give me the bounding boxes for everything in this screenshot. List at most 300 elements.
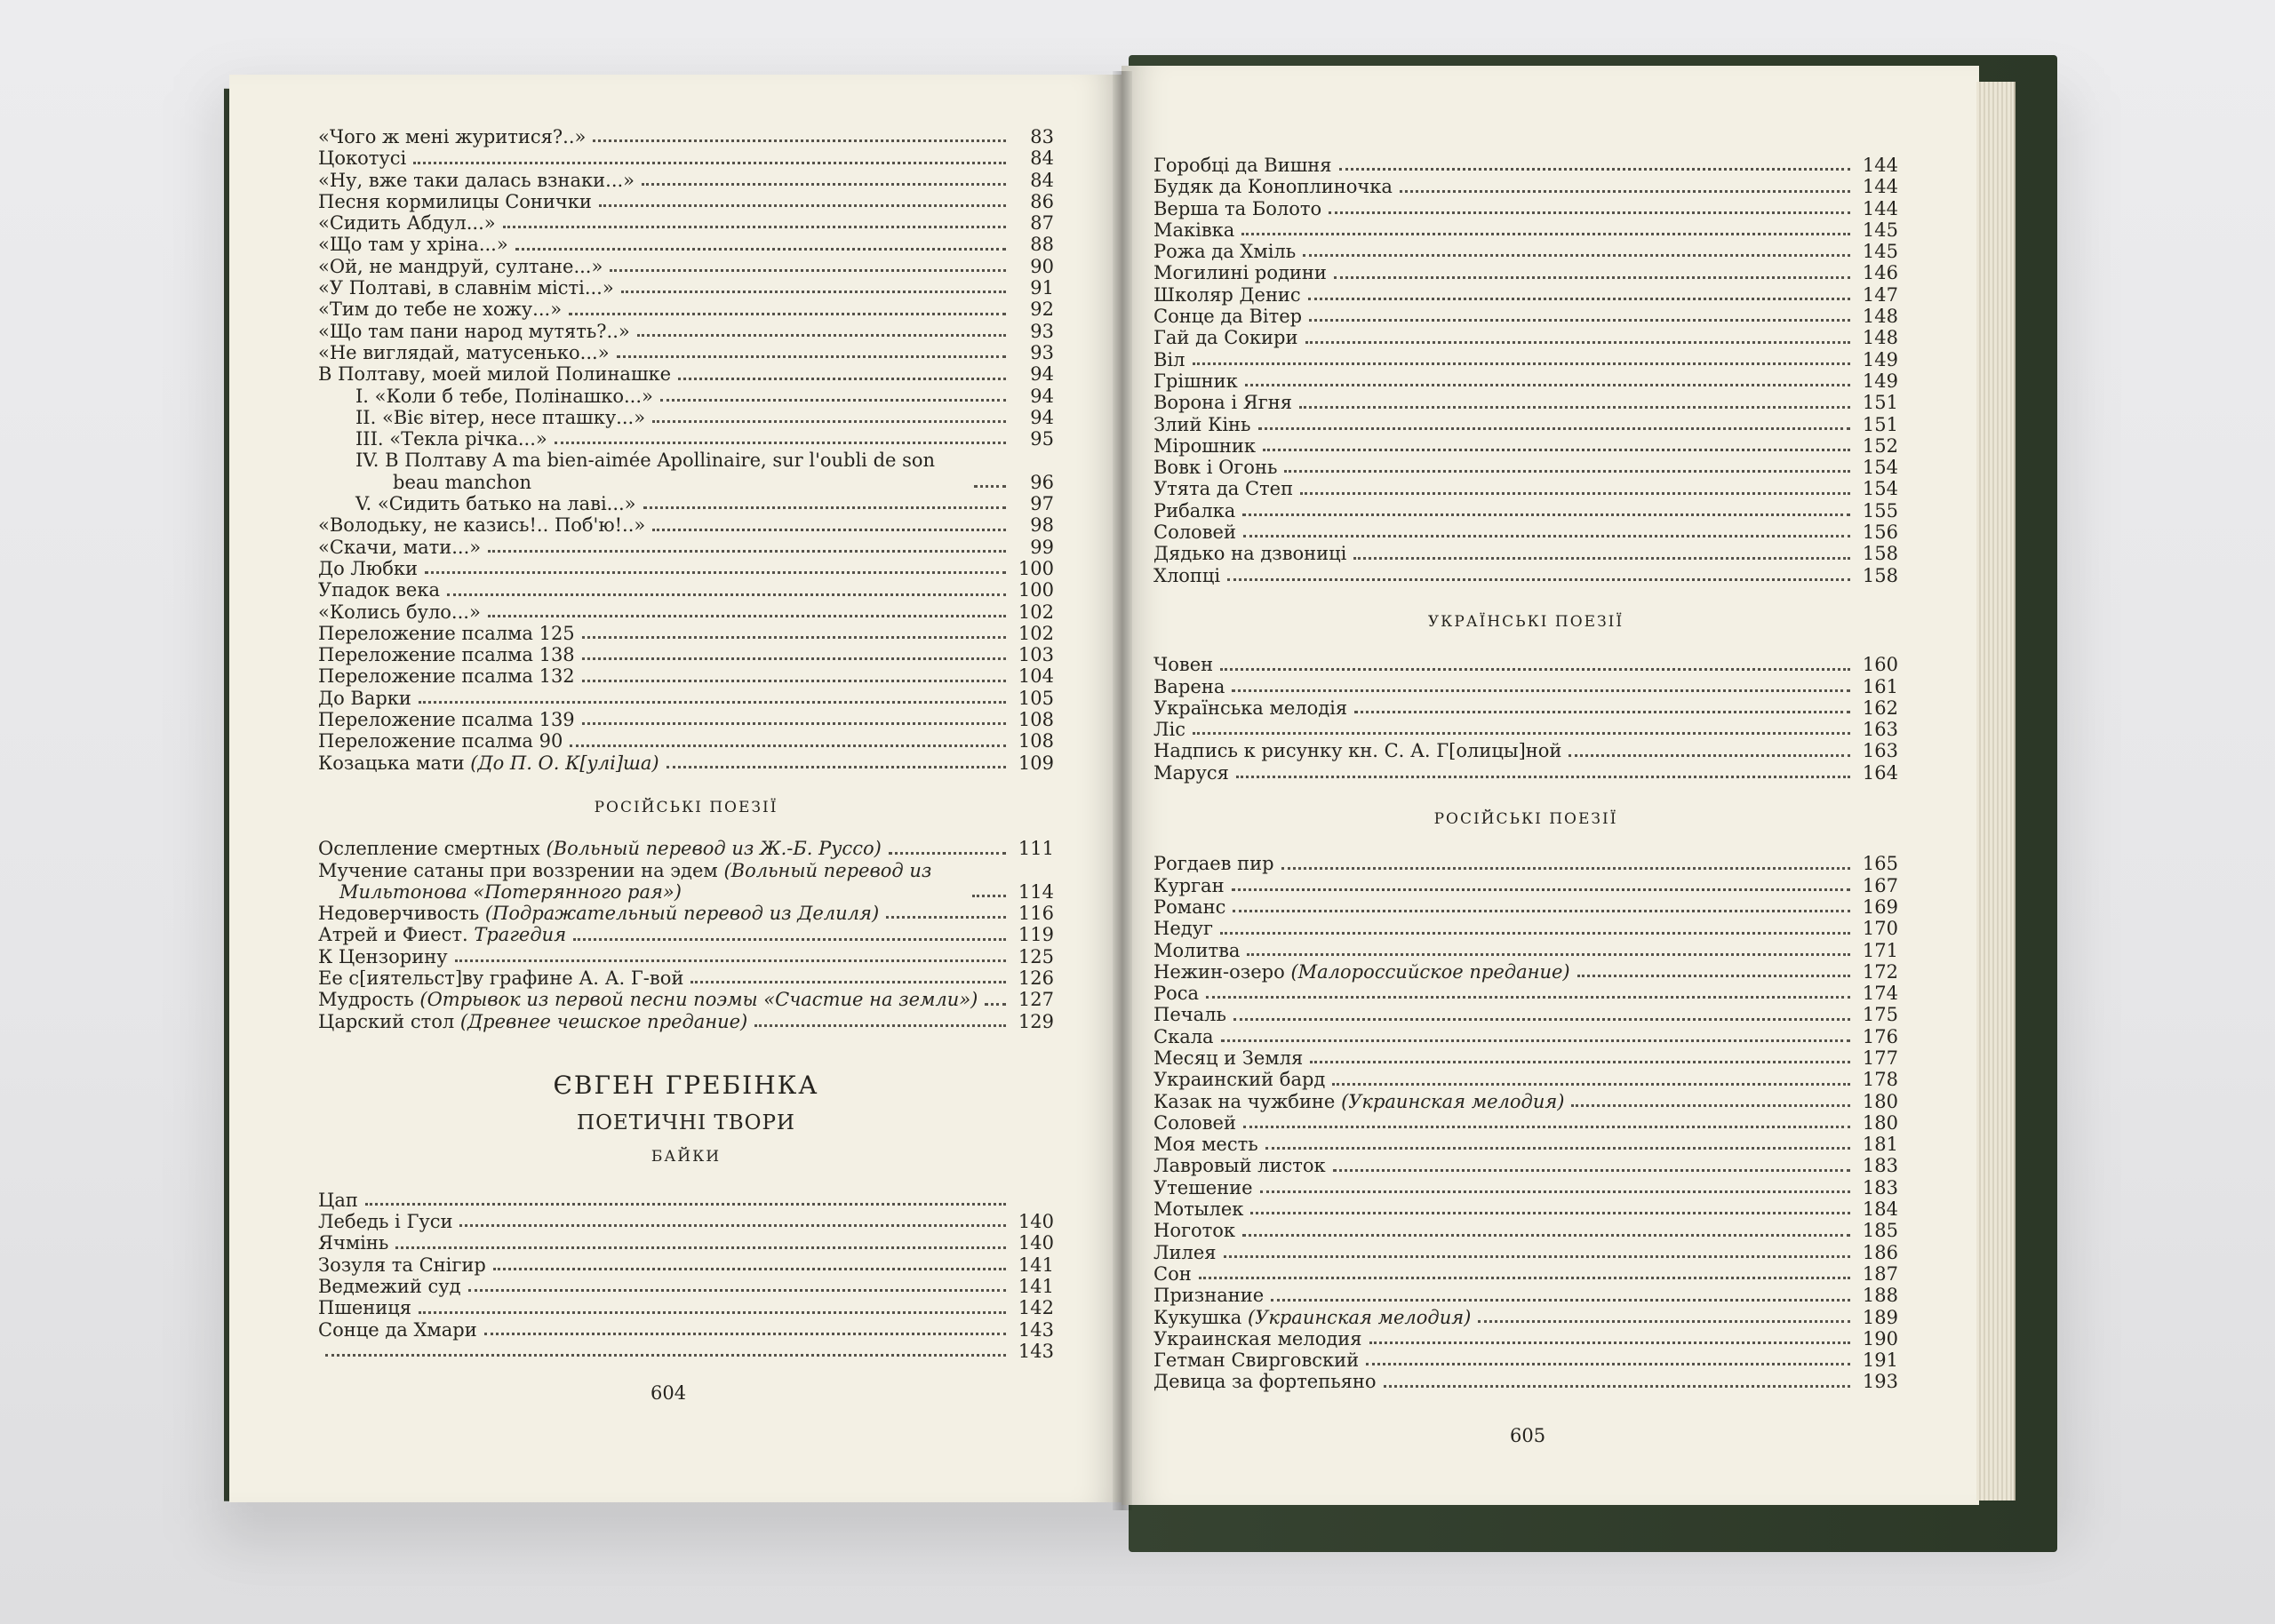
toc-entry-title-text: Песня кормилицы Сонички — [318, 190, 592, 212]
toc-leader-dots — [365, 1203, 1006, 1206]
toc-entry-title — [318, 665, 575, 687]
toc-entry-title — [318, 644, 575, 665]
toc-entry-title-text: Варена — [1153, 675, 1225, 697]
toc-entry — [1153, 740, 1898, 761]
toc-entry-page: 114 — [1018, 880, 1054, 903]
toc-entry — [1153, 940, 1898, 961]
toc-entry — [1153, 697, 1898, 719]
toc-entry-title — [318, 537, 481, 558]
toc-entry-note: (Древнее чешское предание) — [459, 1010, 748, 1032]
toc-entry-page: 158 — [1862, 564, 1898, 586]
toc-entry-title-text: III. «Текла річка...» — [355, 428, 547, 450]
left-toc — [318, 126, 1054, 1362]
toc-leader-dots — [754, 1024, 1006, 1027]
toc-entry — [318, 644, 1054, 665]
toc-leader-dots — [419, 1311, 1006, 1314]
toc-entry-page: 170 — [1862, 918, 1898, 940]
toc-entry-title-text: «Тим до тебе не хожу...» — [318, 299, 563, 321]
toc-entry-page: 181 — [1862, 1134, 1898, 1156]
toc-entry-title-text: Верша та Болото — [1153, 197, 1322, 219]
page-number-right: 605 — [1510, 1425, 1546, 1446]
toc-entry — [318, 989, 1054, 1010]
toc-entry — [318, 1276, 1054, 1297]
toc-entry — [1153, 1263, 1898, 1285]
toc-entry — [318, 147, 1054, 169]
toc-entry-title — [1153, 853, 1274, 874]
toc-entry-page: 94 — [1030, 363, 1054, 386]
toc-entry-page: 97 — [1030, 493, 1054, 515]
toc-entry-title — [1153, 896, 1225, 918]
toc-leader-dots — [1260, 1190, 1850, 1193]
toc-leader-dots — [652, 420, 1006, 423]
toc-entry — [1153, 1177, 1898, 1198]
toc-entry-title-text: Злий Кінь — [1153, 413, 1251, 435]
toc-entry-title-text: Школяр Денис — [1153, 283, 1301, 306]
toc-entry-title-text: В Полтаву, моей милой Полинашке — [318, 363, 672, 386]
toc-entry-note: (До П. О. К[улі]ша) — [470, 752, 659, 774]
toc-entry — [1153, 918, 1898, 939]
toc-leader-dots — [1220, 932, 1850, 935]
toc-entry-title-text: Казак на чужбине — [1153, 1090, 1336, 1112]
toc-entry — [318, 838, 1054, 859]
toc-entry — [1153, 543, 1898, 564]
page-edges — [1976, 82, 2016, 1501]
toc-entry — [318, 1297, 1054, 1318]
section-heading-russian-poems: РОСІЙСЬКІ ПОЕЗІЇ — [594, 798, 778, 816]
toc-leader-dots — [1271, 1299, 1850, 1302]
toc-entry-title-text: Царский стол — [318, 1010, 455, 1032]
toc-entry — [318, 558, 1054, 579]
toc-leader-dots — [484, 1333, 1006, 1335]
toc-entry-title-text: Лавровый листок — [1153, 1155, 1326, 1177]
toc-entry-page: 169 — [1862, 896, 1898, 918]
toc-entry-title-text: Ячмінь — [318, 1232, 389, 1254]
toc-entry-title — [318, 946, 448, 967]
toc-entry-title — [318, 147, 406, 169]
toc-entry-page: 144 — [1862, 197, 1898, 219]
toc-leader-dots — [1227, 578, 1850, 581]
toc-leader-dots — [610, 269, 1006, 272]
toc-leader-dots — [1299, 406, 1850, 409]
toc-entry-note: (Украинская мелодия) — [1341, 1090, 1565, 1112]
toc-entry-title — [318, 709, 575, 730]
toc-entry-title-text: Сонце да Вітер — [1153, 306, 1303, 328]
toc-entry-title-text: Ослепление смертных — [318, 838, 540, 860]
toc-entry — [1153, 500, 1898, 521]
toc-leader-dots — [1334, 276, 1850, 279]
toc-entry-title-text: Сон — [1153, 1262, 1192, 1285]
toc-entry-page: 84 — [1030, 169, 1054, 191]
toc-entry-title — [318, 126, 586, 147]
toc-entry-title — [1153, 241, 1296, 262]
toc-entry-page: 156 — [1862, 521, 1898, 544]
toc-leader-dots — [468, 1289, 1006, 1292]
toc-leader-dots — [1303, 254, 1850, 257]
toc-entry-note: Трагедия — [474, 924, 567, 946]
toc-entry-title-text: Соловей — [1153, 521, 1236, 544]
toc-entry — [318, 299, 1054, 320]
toc-entry-page: 140 — [1018, 1232, 1054, 1254]
toc-entry — [1153, 521, 1898, 543]
toc-leader-dots — [889, 852, 1006, 855]
toc-leader-dots — [515, 248, 1006, 251]
toc-leader-dots — [1353, 557, 1850, 560]
toc-entry-title-text: Лилея — [1153, 1241, 1217, 1263]
toc-entry — [1153, 349, 1898, 370]
toc-entry-page: 189 — [1862, 1306, 1898, 1328]
toc-entry — [318, 1011, 1054, 1032]
toc-leader-dots — [599, 204, 1006, 207]
toc-entry — [1153, 306, 1898, 327]
toc-entry-page: 191 — [1862, 1349, 1898, 1372]
toc-leader-dots — [425, 571, 1006, 574]
toc-entry-title-text: I. «Коли б тебе, Полінашко...» — [355, 385, 653, 407]
toc-entry-title — [1153, 719, 1185, 740]
toc-entry — [1153, 392, 1898, 413]
toc-entry-title — [1153, 1177, 1253, 1198]
toc-entry-page: 185 — [1862, 1220, 1898, 1242]
toc-leader-dots — [593, 139, 1006, 142]
toc-entry-page: 141 — [1018, 1254, 1054, 1276]
toc-entry — [318, 126, 1054, 147]
toc-entry-title-text: Ведмежий суд — [318, 1275, 461, 1297]
toc-leader-dots — [1329, 211, 1850, 214]
toc-entry — [1153, 1349, 1898, 1371]
toc-entry — [318, 601, 1054, 623]
toc-entry-title — [318, 1319, 477, 1341]
toc-entry — [1153, 1047, 1898, 1069]
toc-entry — [318, 688, 1054, 709]
toc-leader-dots — [1241, 233, 1850, 235]
toc-leader-dots — [1284, 470, 1850, 473]
toc-leader-dots — [1400, 190, 1850, 193]
toc-entry-title — [1153, 1047, 1303, 1069]
toc-entry-page: 151 — [1862, 392, 1898, 414]
toc-leader-dots — [582, 680, 1006, 682]
toc-entry-title — [318, 321, 630, 342]
toc-entry-title-text: «Ой, не мандруй, султане...» — [318, 255, 603, 277]
toc-entry-title — [1153, 1026, 1214, 1047]
toc-entry-page: 92 — [1030, 299, 1054, 321]
toc-leader-dots — [1478, 1320, 1850, 1323]
toc-leader-dots — [617, 355, 1006, 358]
toc-entry-page: 109 — [1018, 752, 1054, 774]
toc-entry-title-text: Гетман Свирговский — [1153, 1349, 1360, 1372]
toc-leader-dots — [1332, 1083, 1850, 1086]
toc-entry-page: 93 — [1030, 341, 1054, 363]
toc-entry-title — [1153, 435, 1256, 457]
toc-entry-page: 99 — [1030, 536, 1054, 558]
toc-entry-title — [318, 1232, 388, 1254]
toc-leader-dots — [1233, 910, 1850, 912]
toc-entry-page: 180 — [1862, 1090, 1898, 1112]
toc-entry-note: (Малороссийское предание) — [1290, 960, 1570, 983]
toc-entry-title-text: Зозуля та Снігир — [318, 1254, 486, 1276]
toc-entry-title — [318, 234, 508, 255]
toc-leader-dots — [413, 162, 1006, 164]
toc-entry-page: 149 — [1862, 348, 1898, 370]
toc-entry — [318, 386, 1054, 407]
toc-entry-title-text: Віл — [1153, 348, 1185, 370]
toc-entry-title-text: «Не виглядай, матусенько...» — [318, 341, 610, 363]
toc-entry — [318, 1319, 1054, 1341]
toc-entry-title-text: «Чого ж мені журитися?..» — [318, 126, 587, 147]
toc-entry-title — [1153, 284, 1301, 306]
toc-entry — [318, 170, 1054, 191]
toc-entry-page: 152 — [1862, 434, 1898, 457]
toc-entry — [1153, 1307, 1898, 1328]
toc-leader-dots — [1300, 492, 1850, 495]
works-heading: ПОЕТИЧНІ ТВОРИ — [577, 1111, 795, 1135]
toc-entry-page: 143 — [1018, 1318, 1054, 1341]
toc-leader-dots — [1232, 689, 1850, 692]
toc-entry-page: 171 — [1862, 939, 1898, 961]
toc-entry — [1153, 435, 1898, 457]
toc-entry — [1153, 457, 1898, 478]
toc-entry — [1153, 1112, 1898, 1134]
toc-entry — [318, 1190, 1054, 1211]
toc-entry-title — [318, 989, 978, 1010]
toc-leader-dots — [582, 722, 1006, 725]
toc-leader-dots — [582, 636, 1006, 639]
toc-leader-dots — [1571, 1104, 1850, 1107]
toc-entry-title — [318, 407, 645, 428]
toc-entry — [318, 924, 1054, 945]
toc-entry-page: 146 — [1862, 262, 1898, 284]
toc-entry-page: 144 — [1862, 176, 1898, 198]
toc-entry — [318, 212, 1054, 234]
toc-entry — [318, 1341, 1054, 1362]
toc-entry-title — [318, 730, 563, 752]
toc-entry-title-text: До Варки — [318, 687, 411, 709]
toc-entry-page: 142 — [1018, 1297, 1054, 1319]
toc-entry-page: 149 — [1862, 370, 1898, 392]
toc-entry-title-text: Човен — [1153, 654, 1214, 676]
section-heading-fables: БАЙКИ — [651, 1148, 722, 1166]
toc-entry-page: 104 — [1018, 665, 1054, 688]
toc-entry-title — [1153, 198, 1321, 219]
toc-entry-title-text: Дядько на дзвониці — [1153, 543, 1347, 565]
toc-entry-title-text: Будяк да Коноплиночка — [1153, 176, 1393, 198]
toc-leader-dots — [1577, 975, 1850, 977]
toc-entry — [1153, 676, 1898, 697]
toc-entry-title-text: Переложение псалма 125 — [318, 622, 575, 644]
toc-entry-title — [318, 1297, 411, 1318]
toc-entry-title — [318, 924, 566, 945]
toc-entry — [1153, 370, 1898, 392]
toc-entry-title — [318, 1254, 486, 1276]
toc-entry-page: 111 — [1018, 838, 1054, 860]
toc-entry-page: 95 — [1030, 428, 1054, 450]
toc-leader-dots — [1233, 1018, 1850, 1021]
right-toc-group-2 — [1153, 654, 1898, 784]
toc-leader-dots — [459, 1224, 1006, 1227]
toc-entry-title-text: Маківка — [1153, 219, 1235, 241]
toc-leader-dots — [678, 378, 1006, 380]
toc-entry-page: 145 — [1862, 219, 1898, 241]
toc-entry — [1153, 1198, 1898, 1220]
toc-entry-page: 175 — [1862, 1004, 1898, 1026]
toc-entry-title — [318, 212, 496, 234]
toc-entry-title — [1153, 1112, 1236, 1134]
toc-entry-page: 162 — [1862, 697, 1898, 719]
toc-entry-title — [1153, 697, 1347, 719]
toc-entry — [1153, 478, 1898, 499]
toc-entry-page: 127 — [1018, 989, 1054, 1011]
toc-entry-title-text: Печаль — [1153, 1004, 1226, 1026]
toc-leader-dots — [886, 916, 1006, 919]
toc-entry-page: 174 — [1862, 983, 1898, 1005]
toc-entry-title — [1153, 1307, 1471, 1328]
toc-entry-title-text: «Володьку, не казись!.. Поб'ю!..» — [318, 514, 646, 537]
toc-entry — [318, 277, 1054, 299]
toc-leader-dots — [1242, 1234, 1850, 1237]
toc-entry-title — [318, 256, 603, 277]
toc-entry — [1153, 284, 1898, 306]
toc-entry-title-text: «Скачи, мати...» — [318, 536, 482, 558]
toc-entry-page: 94 — [1030, 406, 1054, 428]
toc-entry-title-text: Мірошник — [1153, 434, 1256, 457]
toc-leader-dots — [569, 313, 1006, 315]
toc-entry-title — [1153, 1349, 1359, 1371]
toc-entry-title-text: Рогдаев пир — [1153, 853, 1274, 875]
toc-entry — [1153, 719, 1898, 740]
toc-entry-title-text: Мудрость — [318, 989, 414, 1011]
toc-entry — [318, 860, 1054, 904]
toc-entry-title-text: «У Полтаві, в славнім місті...» — [318, 277, 614, 299]
toc-entry — [318, 363, 1054, 385]
toc-entry — [318, 623, 1054, 644]
toc-entry — [318, 234, 1054, 255]
toc-entry-title — [1153, 1371, 1377, 1392]
toc-entry-title — [318, 601, 481, 623]
toc-entry-title-text: Могилині родини — [1153, 262, 1327, 284]
toc-leader-dots — [493, 1268, 1006, 1270]
section-heading-russian-poems-right: РОСІЙСЬКІ ПОЕЗІЇ — [1433, 810, 1618, 829]
toc-entry-page: 147 — [1862, 283, 1898, 306]
toc-entry-title-text: Роса — [1153, 983, 1200, 1005]
toc-entry-title — [318, 514, 645, 536]
toc-entry-title-text: Лебедь і Гуси — [318, 1211, 453, 1233]
toc-entry-title-text: Курган — [1153, 874, 1225, 896]
toc-entry-page: 86 — [1030, 190, 1054, 212]
toc-leader-dots — [1199, 1277, 1850, 1279]
toc-leader-dots — [1250, 1212, 1850, 1214]
toc-entry — [1153, 176, 1898, 197]
toc-leader-dots — [325, 1354, 1006, 1357]
toc-entry — [1153, 875, 1898, 896]
toc-entry-title-text: Цап — [318, 1189, 358, 1211]
toc-entry-title — [1153, 478, 1293, 499]
toc-entry — [318, 1211, 1054, 1232]
toc-entry — [1153, 1328, 1898, 1349]
toc-entry-page: 94 — [1030, 385, 1054, 407]
toc-entry-title — [318, 903, 879, 924]
toc-entry-page: 180 — [1862, 1111, 1898, 1134]
toc-entry-title — [318, 1190, 358, 1211]
toc-entry — [1153, 1285, 1898, 1306]
toc-entry-page: 154 — [1862, 457, 1898, 479]
toc-entry-title-text: Ворона і Ягня — [1153, 392, 1292, 414]
toc-entry — [1153, 1371, 1898, 1392]
toc-leader-dots — [1305, 341, 1851, 344]
toc-leader-dots — [667, 766, 1006, 768]
toc-leader-dots — [1221, 1039, 1850, 1042]
toc-entry-title-text: Признание — [1153, 1285, 1265, 1307]
toc-leader-dots — [455, 959, 1006, 962]
toc-entry-title-text: Маруся — [1153, 761, 1229, 784]
toc-leader-dots — [1310, 1061, 1850, 1063]
toc-entry — [1153, 1134, 1898, 1155]
toc-leader-dots — [1247, 953, 1850, 956]
toc-entry-title — [318, 363, 671, 385]
toc-entry-title — [1153, 940, 1240, 961]
toc-entry — [1153, 1155, 1898, 1176]
toc-entry-title-text: II. «Віє вітер, несе пташку...» — [355, 406, 646, 428]
toc-entry — [318, 967, 1054, 989]
toc-leader-dots — [1193, 362, 1851, 365]
toc-entry-page: 90 — [1030, 255, 1054, 277]
toc-entry-page: 167 — [1862, 874, 1898, 896]
toc-entry — [318, 665, 1054, 687]
toc-entry-title-text: Месяц и Земля — [1153, 1047, 1304, 1069]
toc-entry-title-text: Сонце да Хмари — [318, 1318, 477, 1341]
toc-entry-page: 183 — [1862, 1155, 1898, 1177]
toc-entry-page: 145 — [1862, 241, 1898, 263]
toc-leader-dots — [570, 744, 1006, 747]
toc-entry-page: 129 — [1018, 1010, 1054, 1032]
toc-entry-title-text: Упадок века — [318, 579, 440, 601]
toc-entry-title — [318, 558, 418, 579]
toc-leader-dots — [985, 1003, 1006, 1006]
toc-entry-title-text: Пшениця — [318, 1297, 412, 1319]
toc-entry — [318, 256, 1054, 277]
toc-entry-page: 141 — [1018, 1275, 1054, 1297]
toc-entry — [318, 752, 1054, 774]
toc-entry-title-text: Мучение сатаны при воззрении на эдем — [318, 859, 718, 881]
toc-entry-page: 100 — [1018, 557, 1054, 579]
toc-leader-dots — [1242, 513, 1850, 516]
toc-entry-title-text: Молитва — [1153, 939, 1241, 961]
toc-entry-page: 184 — [1862, 1198, 1898, 1221]
toc-entry — [1153, 654, 1898, 675]
toc-leader-dots — [637, 334, 1006, 337]
toc-leader-dots — [1206, 996, 1850, 999]
toc-leader-dots — [1220, 668, 1850, 671]
toc-entry-continuation: Мильтонова «Потерянного рая») — [339, 880, 682, 903]
toc-entry — [318, 903, 1054, 924]
toc-entry — [1153, 155, 1898, 176]
toc-entry — [318, 321, 1054, 342]
right-toc — [1153, 155, 1898, 1393]
toc-entry-page: 163 — [1862, 719, 1898, 741]
toc-leader-dots — [1245, 384, 1850, 386]
toc-entry-title — [1153, 155, 1332, 176]
toc-entry-page: 83 — [1030, 126, 1054, 147]
toc-entry-title — [1153, 306, 1302, 327]
toc-leader-dots — [419, 701, 1006, 704]
toc-entry-page: 88 — [1030, 234, 1054, 256]
toc-entry-page: 103 — [1018, 644, 1054, 666]
toc-entry-page: 165 — [1862, 853, 1898, 875]
toc-entry-page: 187 — [1862, 1262, 1898, 1285]
toc-entry-page: 177 — [1862, 1047, 1898, 1069]
toc-leader-dots — [395, 1246, 1006, 1249]
toc-entry-page: 161 — [1862, 675, 1898, 697]
toc-entry — [1153, 565, 1898, 586]
toc-entry-title-text: Хлопці — [1153, 564, 1221, 586]
toc-entry — [318, 730, 1054, 752]
